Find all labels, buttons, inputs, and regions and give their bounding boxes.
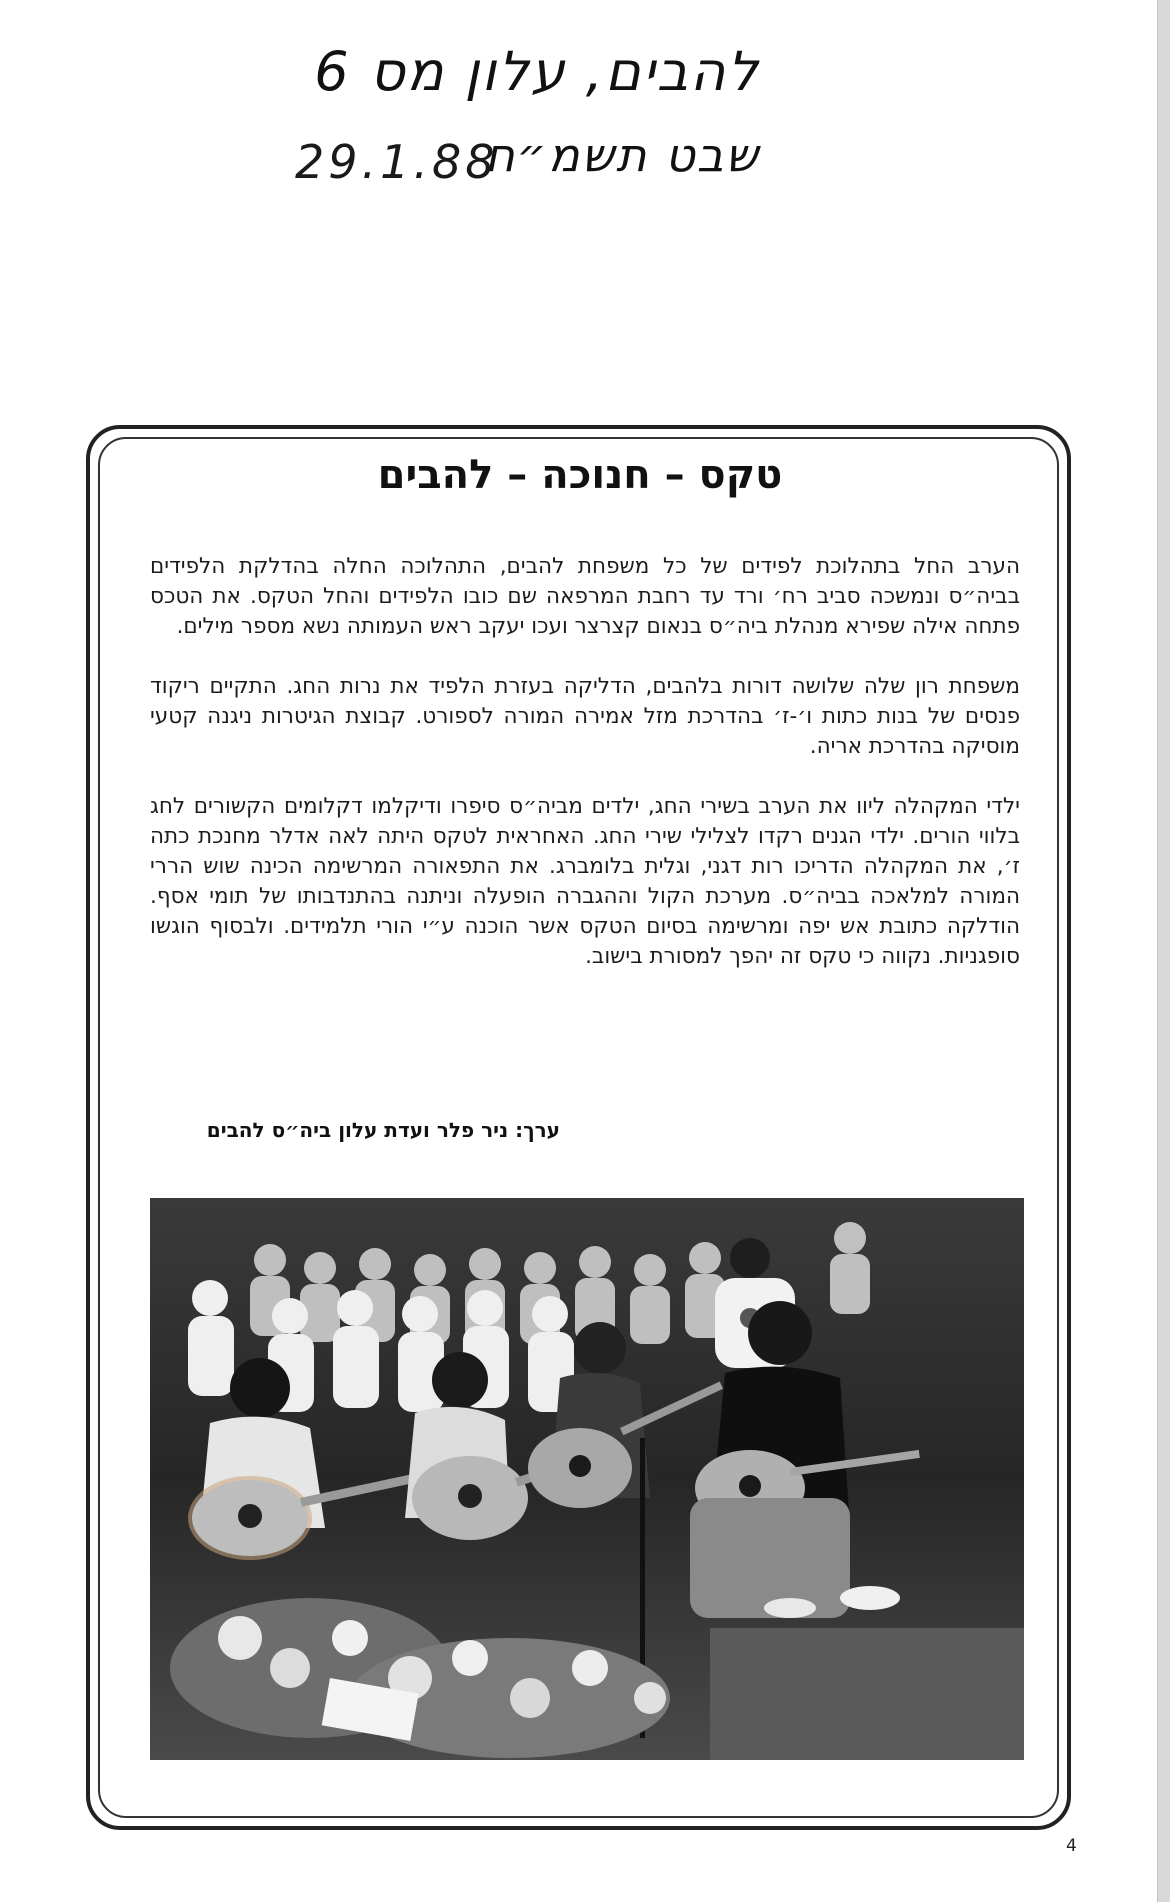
page-edge bbox=[1157, 0, 1170, 1902]
article-paragraph-2: משפחת רון שלה שלושה דורות בלהבים, הדליקה בעזרת הלפיד את נרות החג. התקיים ריקוד פנסים של בנות כתות ו׳-ז׳ בהדרכת מזל אמירה המורה לספורט. קבוצת הגיטרות ניגנה קטעי מוסיקה בהדרכת אריה. bbox=[150, 674, 1020, 759]
article-title: טקס – חנוכה – להבים bbox=[377, 452, 783, 498]
handwritten-date: 29.1.88 bbox=[295, 135, 499, 189]
article-paragraph-1: הערב החל בתהלוכת לפידים של כל משפחת להבים, התהלוכה החלה בהדלקת הלפידים בביה״ס ונמשכה סביב רח׳ ורד עד רחבת המרפאה שם כובו הלפידים והחל הטקס. את הטכס פתחה אילה שפירא מנהלת ביה״ס בנאום קצרצר ועכו יעקב ראש העמותה נשא מספר מילים. bbox=[150, 554, 1020, 639]
article-body bbox=[150, 552, 1020, 1002]
handwritten-title: להבים, עלון מס 6 bbox=[314, 40, 760, 103]
article-paragraph-3: ילדי המקהלה ליוו את הערב בשירי החג, ילדים מביה״ס סיפרו ודיקלמו דקלומים הקשורים לחג בלווי הורים. ילדי הגנים רקדו לצלילי שירי החג. האחראית לטקס היתה לאה אדלר מחנכת כתה ז׳, את המקהלה הדריכו רות דגני, וגלית בלומברג. את התפאורה המרשימה הכינה שוש הררי המורה למלאכה בביה״ס. מערכת הקול וההגברה הופעלה וניתנה בהתנדבותו של תומי אסף. הודלקה כתובת אש יפה ומרשימה בסיום הטקס אשר הוכנה ע״י הורי תלמידים. ולבסוף הוגשו סופגניות. נקווה כי טקס זה יהפך למסורת בישוב. bbox=[150, 794, 1020, 969]
choir-guitar-photo bbox=[150, 1198, 1024, 1760]
page-number: 4 bbox=[1066, 1836, 1077, 1856]
editor-credit: ערך: ניר פלר ועדת עלון ביה״ס להבים bbox=[206, 1118, 560, 1142]
handwritten-hebrew-date: שבט תשמ״ח bbox=[484, 128, 760, 182]
